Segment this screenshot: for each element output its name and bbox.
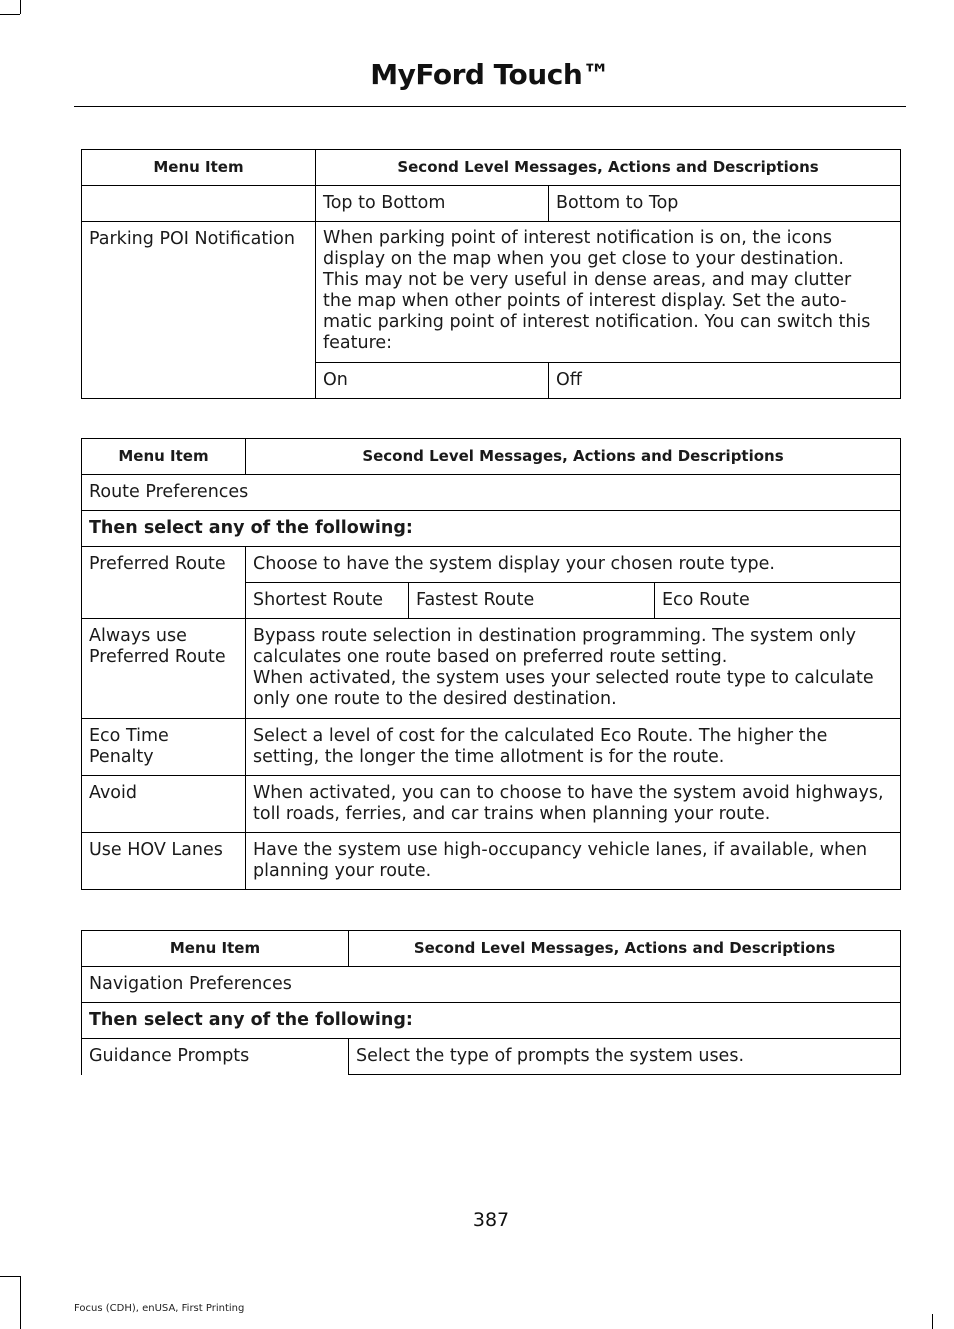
table-header-row: [82, 150, 901, 186]
table-row: [82, 719, 901, 776]
table-row: [82, 222, 901, 363]
title-rule: [74, 106, 906, 107]
table-row: [82, 619, 901, 719]
crop-mark: [932, 1314, 933, 1329]
section-title: Navigation Preferences: [82, 967, 901, 1003]
page-number: 387: [472, 1209, 510, 1231]
crop-mark: [0, 14, 20, 15]
column-header-description: Second Level Messages, Actions and Descriptions: [349, 931, 901, 967]
option-cell: Fastest Route: [409, 583, 655, 619]
description-cell: When activated, you can to choose to have the system avoid highways, toll roads, ferries, and car trains when planning your route.: [246, 776, 901, 833]
option-cell: Off: [549, 363, 901, 399]
option-cell: Bottom to Top: [549, 186, 901, 222]
navigation-preferences-table: [81, 930, 901, 1075]
section-title: Route Preferences: [82, 475, 901, 511]
footer-text: Focus (CDH), enUSA, First Printing: [74, 1303, 245, 1314]
crop-mark: [0, 1276, 20, 1277]
table-row: [82, 1003, 901, 1039]
option-cell: Shortest Route: [246, 583, 409, 619]
menu-item-cell: Eco Time Penalty: [82, 719, 246, 776]
menu-item-cell: [82, 186, 316, 222]
table-header-row: [82, 439, 901, 475]
table-header-row: [82, 931, 901, 967]
crop-mark: [20, 1276, 21, 1329]
menu-item-cell: Preferred Route: [82, 547, 246, 619]
parking-poi-table: [81, 149, 901, 399]
table-row: [82, 833, 901, 890]
menu-item-cell: Avoid: [82, 776, 246, 833]
table-row: [82, 776, 901, 833]
menu-item-cell: Guidance Prompts: [82, 1039, 349, 1075]
description-cell: Choose to have the system display your chosen route type.: [246, 547, 901, 583]
menu-item-cell: Always use Preferred Route: [82, 619, 246, 719]
column-header-menu-item: Menu Item: [82, 931, 349, 967]
page-title: MyFord Touch™: [370, 58, 610, 91]
crop-mark: [20, 0, 21, 14]
table-row: [82, 186, 901, 222]
route-preferences-table: [81, 438, 901, 890]
column-header-description: Second Level Messages, Actions and Descriptions: [316, 150, 901, 186]
description-cell: Select the type of prompts the system uses.: [349, 1039, 901, 1075]
column-header-description: Second Level Messages, Actions and Descriptions: [246, 439, 901, 475]
description-cell: Have the system use high-occupancy vehicle lanes, if available, when planning your route.: [246, 833, 901, 890]
table-row: [82, 511, 901, 547]
table-row: [82, 1039, 901, 1075]
table-row: [82, 547, 901, 583]
column-header-menu-item: Menu Item: [82, 439, 246, 475]
subheader: Then select any of the following:: [82, 1003, 901, 1039]
option-cell: Top to Bottom: [316, 186, 549, 222]
description-cell: Bypass route selection in destination programming. The system only calculates one route based on preferred route setting. When activated, the system uses your selected route type to calculate only one route to the desired destination.: [246, 619, 901, 719]
menu-item-cell: Parking POI Notification: [82, 222, 316, 399]
option-cell: Eco Route: [655, 583, 901, 619]
table-row: [82, 475, 901, 511]
option-cell: On: [316, 363, 549, 399]
description-cell: Select a level of cost for the calculated Eco Route. The higher the setting, the longer the time allotment is for the route.: [246, 719, 901, 776]
column-header-menu-item: Menu Item: [82, 150, 316, 186]
description-cell: When parking point of interest notification is on, the icons display on the map when you get close to your destination. This may not be very useful in dense areas, and may clutter the map when other points of interest display. Set the auto- matic parking point of interest notification. You can switch this feature:: [316, 222, 901, 363]
table-row: [82, 967, 901, 1003]
subheader: Then select any of the following:: [82, 511, 901, 547]
menu-item-cell: Use HOV Lanes: [82, 833, 246, 890]
